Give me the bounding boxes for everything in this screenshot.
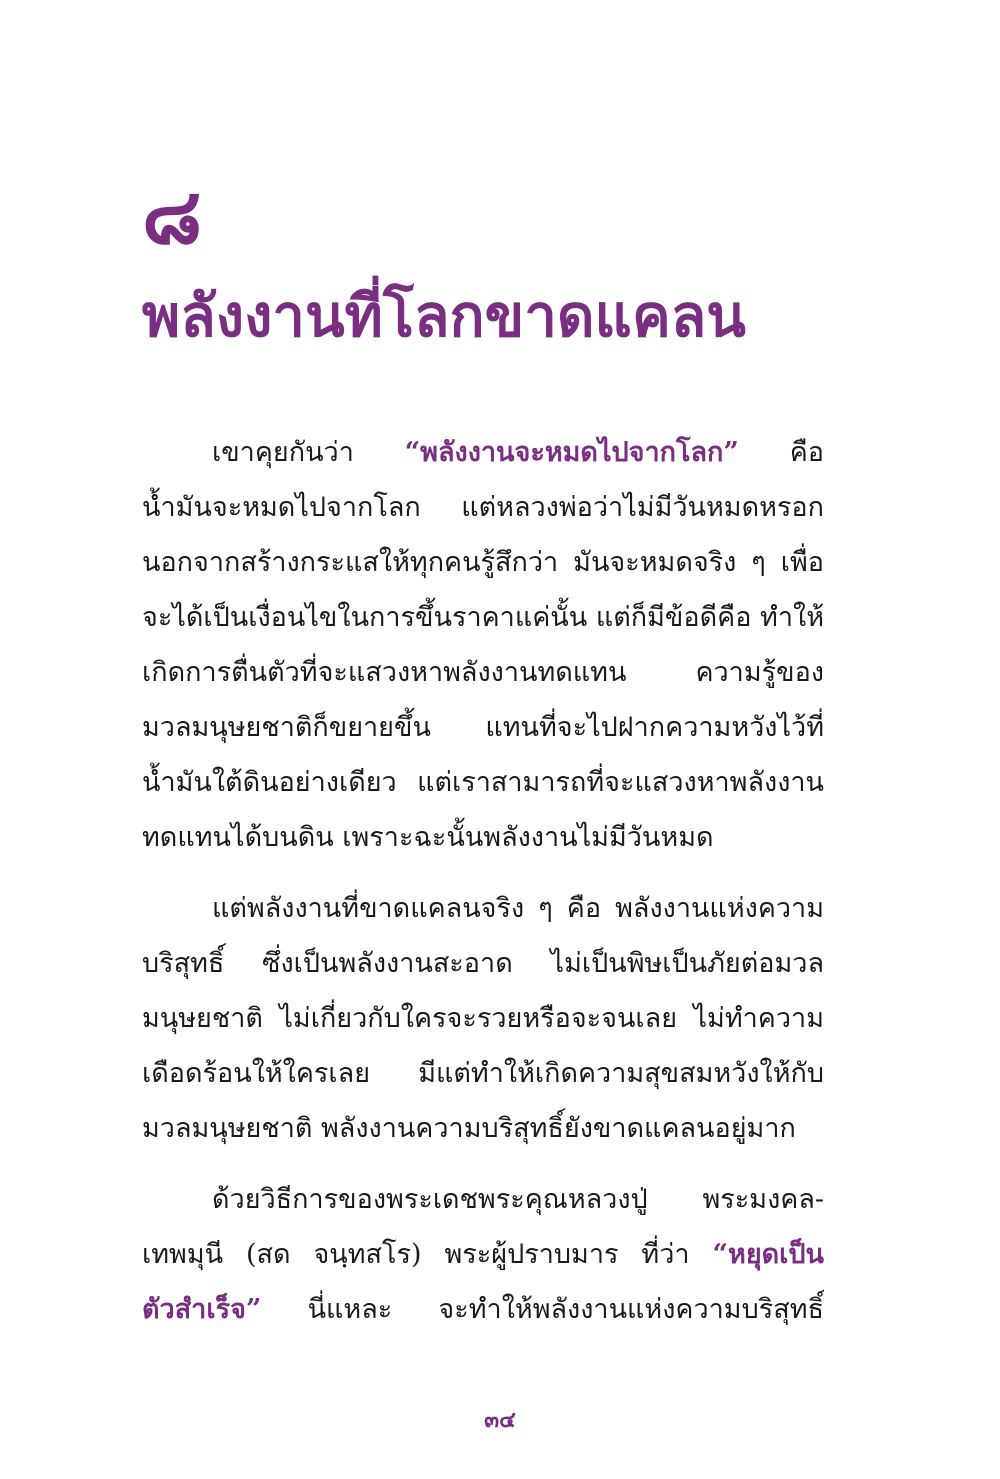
page-number: ๓๔ (484, 1407, 516, 1433)
text-line (142, 936, 824, 991)
text-segment: เกิดการตื่นตัวที่จะแสวงหาพลังงานทดแทน ความรู้ของ (142, 657, 824, 688)
text-line (142, 480, 824, 535)
text-line (142, 645, 824, 700)
text-line (142, 755, 824, 810)
chapter-number: ๘ (142, 171, 203, 262)
text-segment: น้ำมันใต้ดินอย่างเดียว แต่เราสามารถที่จะแสวงหาพลังงาน (142, 767, 824, 798)
paragraph (142, 881, 824, 1156)
text-line (142, 1227, 824, 1282)
text-line (142, 1282, 824, 1337)
text-segment: คือ (738, 437, 824, 468)
text-segment: มวลมนุษยชาติก็ขยายขึ้น แทนที่จะไปฝากความหวังไว้ที่ (142, 712, 824, 743)
text-line (142, 1172, 824, 1227)
highlighted-quote: ตัวสำเร็จ” (142, 1294, 262, 1325)
text-segment: น้ำมันจะหมดไปจากโลก แต่หลวงพ่อว่าไม่มีวันหมดหรอก (142, 492, 824, 523)
text-line (142, 535, 824, 590)
text-segment: ทดแทนได้บนดิน เพราะฉะนั้นพลังงานไม่มีวันหมด (142, 822, 714, 853)
text-segment: เขาคุยกันว่า (212, 437, 405, 468)
text-line (142, 881, 824, 936)
text-segment: นี่แหละ จะทำให้พลังงานแห่งความบริสุทธิ์ (261, 1294, 824, 1325)
text-segment: จะได้เป็นเงื่อนไขในการขึ้นราคาแค่นั้น แต่ก็มีข้อดีคือ ทำให้ (142, 602, 824, 633)
text-segment: เทพมุนี (สด จนฺทสโร) พระผู้ปราบมาร ที่ว่า (142, 1239, 713, 1270)
text-line (142, 1101, 824, 1156)
text-segment: บริสุทธิ์ ซึ่งเป็นพลังงานสะอาด ไม่เป็นพิษเป็นภัยต่อมวล (142, 948, 824, 979)
text-segment: เดือดร้อนให้ใครเลย มีแต่ทำให้เกิดความสุขสมหวังให้กับ (142, 1058, 824, 1089)
paragraph (142, 425, 824, 865)
paragraph (142, 1172, 824, 1337)
highlighted-quote: “พลังงานจะหมดไปจากโลก” (404, 437, 739, 468)
chapter-title: พลังงานที่โลกขาดแคลน (142, 282, 746, 350)
text-segment: มวลมนุษยชาติ พลังงานความบริสุทธิ์ยังขาดแคลนอยู่มาก (142, 1113, 796, 1144)
text-line (142, 425, 824, 480)
text-segment: แต่พลังงานที่ขาดแคลนจริง ๆ คือ พลังงานแห่งความ (212, 893, 824, 924)
text-line (142, 991, 824, 1046)
text-segment: นอกจากสร้างกระแสให้ทุกคนรู้สึกว่า มันจะหมดจริง ๆ เพื่อ (142, 547, 824, 578)
text-line (142, 590, 824, 645)
highlighted-quote: “หยุดเป็น (712, 1239, 824, 1270)
text-segment: มนุษยชาติ ไม่เกี่ยวกับใครจะรวยหรือจะจนเลย ไม่ทำความ (142, 1003, 824, 1034)
text-line (142, 700, 824, 755)
body-text (142, 425, 824, 1353)
text-line (142, 1046, 824, 1101)
text-line (142, 810, 824, 865)
text-segment: ด้วยวิธีการของพระเดชพระคุณหลวงปู่ พระมงคล- (212, 1184, 824, 1215)
